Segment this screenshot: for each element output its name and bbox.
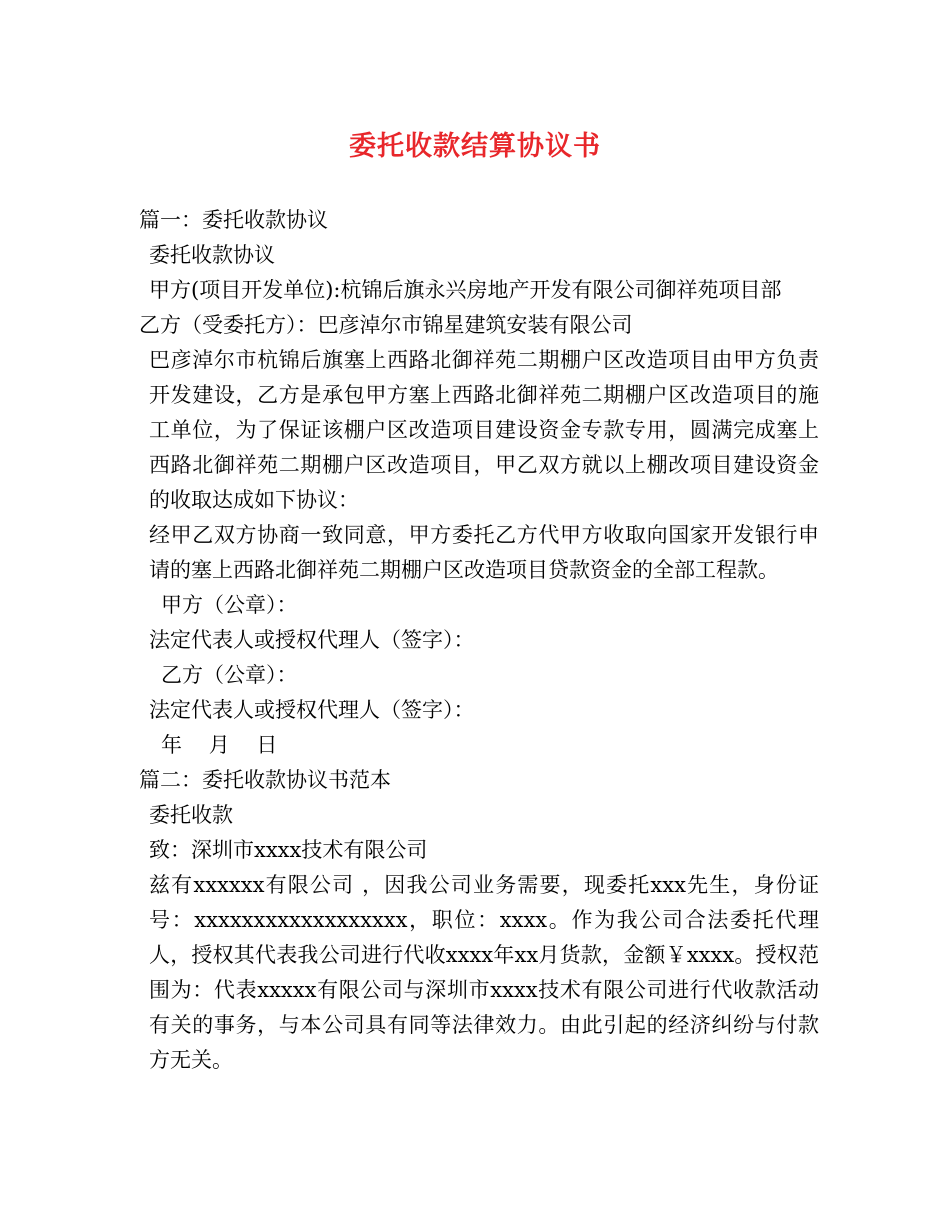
date-line: 年 月 日 — [161, 733, 278, 757]
agreement-subtitle-2: 委托收款 — [149, 803, 233, 827]
document-title: 委托收款结算协议书 — [349, 131, 601, 162]
paragraph-authorization: 兹有xxxxxx有限公司 ，因我公司业务需要，现委托xxx先生，身份证号：xxxxxxxxxxxxxxxxxx，职位：xxxx。作为我公司合法委托代理人，授权其代表我公司进行代收xxxx年xx月货款，金额￥xxxx。授权范围为：代表xxxxx有限公司与深圳市xxxx技术有限公司进行代收款活动有关的事务，与本公司具有同等法律效力。由此引起的经济纠纷与付款方无关。 — [149, 873, 819, 1072]
paragraph-agreement: 经甲乙双方协商一致同意，甲方委托乙方代甲方收取向国家开发银行申请的塞上西路北御祥苑二期棚户区改造项目贷款资金的全部工程款。 — [149, 523, 819, 582]
party-b-seal: 乙方（公章）： — [161, 663, 298, 687]
signature-line-a: 法定代表人或授权代理人（签字）： — [149, 628, 475, 652]
party-b-line: 乙方（受委托方）：巴彦淖尔市锦星建筑安装有限公司 — [139, 313, 633, 337]
agreement-subtitle-1: 委托收款协议 — [149, 243, 275, 267]
signature-line-b: 法定代表人或授权代理人（签字）： — [149, 698, 475, 722]
party-a-seal: 甲方（公章）： — [161, 593, 298, 617]
recipient-line: 致：深圳市xxxx技术有限公司 — [149, 838, 428, 862]
document-body — [139, 203, 819, 1078]
section-heading-2: 篇二：委托收款协议书范本 — [139, 768, 391, 792]
party-a-line: 甲方(项目开发单位):杭锦后旗永兴房地产开发有限公司御祥苑项目部 — [149, 278, 782, 302]
paragraph-project: 巴彦淖尔市杭锦后旗塞上西路北御祥苑二期棚户区改造项目由甲方负责开发建设，乙方是承包甲方塞上西路北御祥苑二期棚户区改造项目的施工单位，为了保证该棚户区改造项目建设资金专款专用，圆满完成塞上西路北御祥苑二期棚户区改造项目，甲乙双方就以上棚改项目建设资金的收取达成如下协议： — [149, 348, 819, 512]
section-heading-1: 篇一：委托收款协议 — [139, 208, 328, 232]
